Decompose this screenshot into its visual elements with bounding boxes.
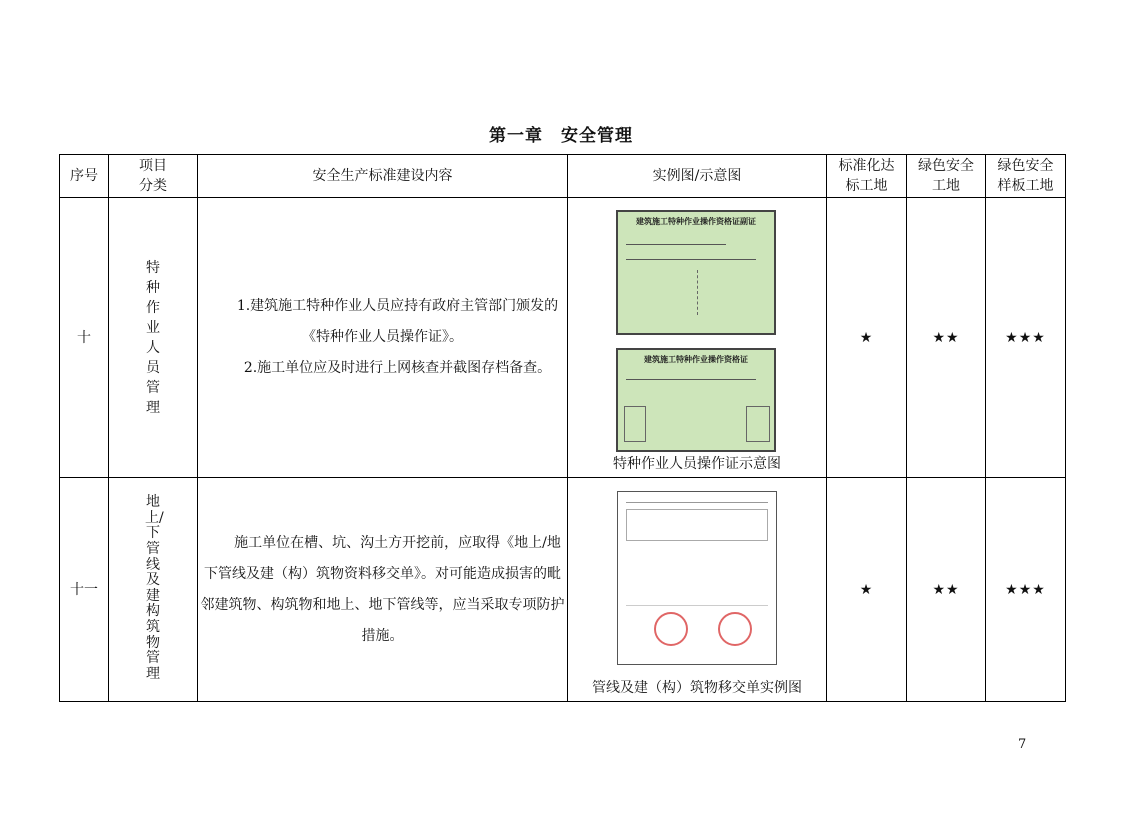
header-level2: 绿色安全工地 bbox=[907, 155, 986, 198]
row-content bbox=[198, 478, 568, 702]
table-header-row bbox=[60, 155, 1066, 198]
row-level2: ★★ bbox=[907, 478, 986, 702]
header-content: 安全生产标准建设内容 bbox=[198, 155, 568, 198]
row-level2: ★★ bbox=[907, 198, 986, 478]
row-level3: ★★★ bbox=[986, 478, 1066, 702]
image-caption: 管线及建（构）筑物移交单实例图 bbox=[592, 680, 802, 696]
content-line: 2.施工单位应及时进行上网核查并截图存档备查。 bbox=[243, 360, 552, 376]
table-row bbox=[60, 478, 1066, 702]
table-row bbox=[60, 198, 1066, 478]
row-level1: ★ bbox=[827, 478, 907, 702]
header-category: 项目分类 bbox=[109, 155, 198, 198]
content-line: 施工单位在槽、坑、沟土方开挖前，应取得《地上/地下管线及建（构）筑物资料移交单》。对可能造成损害的毗邻建筑物、构筑物和地上、地下管线等，应当采取专项防护措施。 bbox=[200, 534, 565, 644]
header-image: 实例图/示意图 bbox=[568, 155, 827, 198]
header-seq: 序号 bbox=[60, 155, 109, 198]
row-level1: ★ bbox=[827, 198, 907, 478]
page-number: 7 bbox=[1018, 737, 1027, 752]
certificate-image: 建筑施工特种作业操作资格证 bbox=[616, 348, 776, 452]
row-seq: 十 bbox=[60, 198, 109, 478]
chapter-title: 第一章 安全管理 bbox=[489, 126, 633, 146]
header-level1: 标准化达标工地 bbox=[827, 155, 907, 198]
content-line: 1.建筑施工特种作业人员应持有政府主管部门颁发的《特种作业人员操作证》。 bbox=[236, 298, 559, 345]
row-seq: 十一 bbox=[60, 478, 109, 702]
certificate-copy-image: 建筑施工特种作业操作资格证副证 bbox=[616, 210, 776, 335]
transfer-form-image bbox=[617, 491, 777, 665]
row-level3: ★★★ bbox=[986, 198, 1066, 478]
row-image-cell bbox=[568, 198, 827, 478]
image-caption: 特种作业人员操作证示意图 bbox=[613, 456, 781, 472]
header-level3: 绿色安全样板工地 bbox=[986, 155, 1066, 198]
row-content bbox=[198, 198, 568, 478]
row-category: 特种作业人员管理 bbox=[109, 198, 198, 478]
standards-table bbox=[59, 154, 1066, 702]
row-category: 地上/下管线及建构筑物管理 bbox=[109, 478, 198, 702]
row-image-cell bbox=[568, 478, 827, 702]
